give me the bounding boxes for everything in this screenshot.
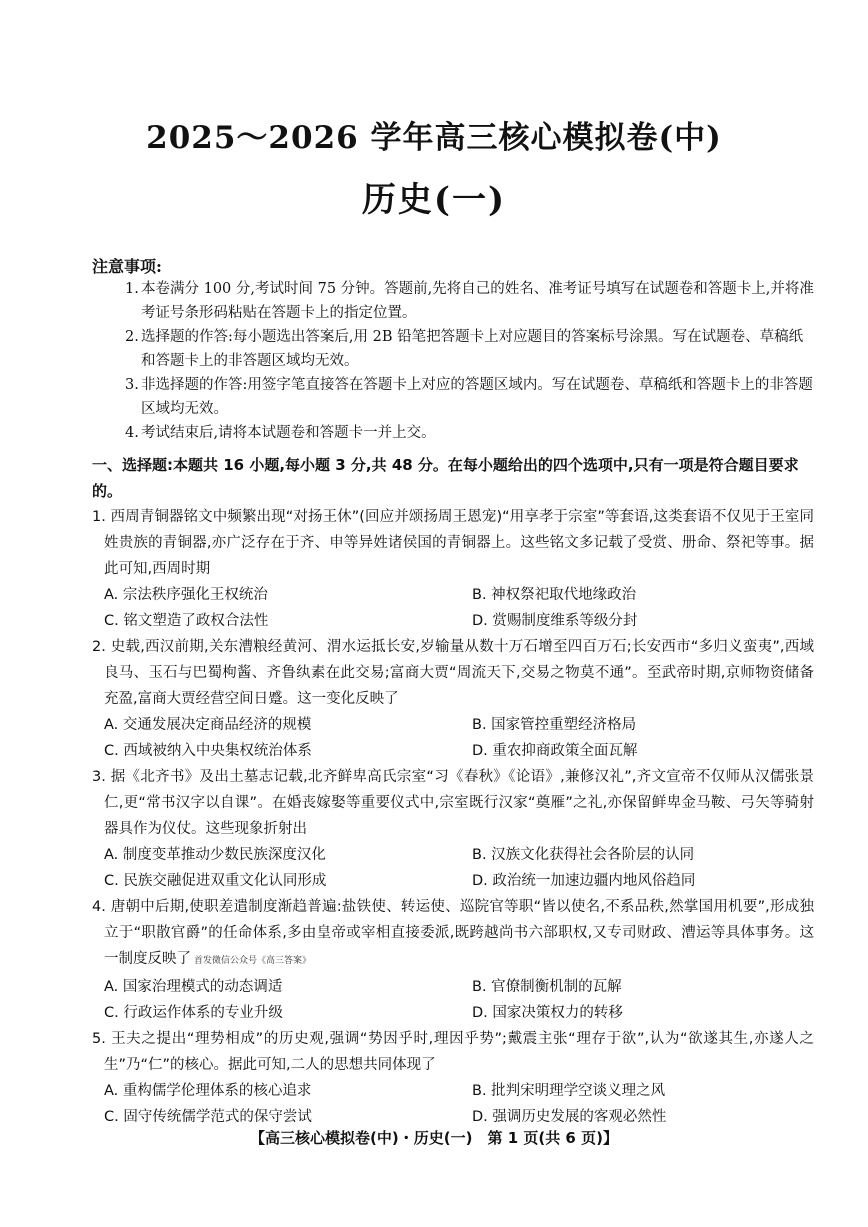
question-stem: 3. 据《北齐书》及出土墓志记载,北齐鲜卑高氏宗室“习《春秋》《论语》,兼修汉礼”,齐文宣帝不仅师从汉儒张景仁,更“常书汉字以自课”。在婚丧嫁娶等重要仪式中,宗室既行汉家“奠雁”之礼,亦保留鲜卑金马鞍、弓矢等骑射器具作为仪仗。这些现象折射出 [92, 769, 814, 837]
option-d: D. 赏赐制度维系等级分封 [472, 613, 638, 629]
note-text: 非选择题的作答:用签字笔直接答在答题卡上对应的答题区域内。写在试题卷、草稿纸和答题卡上的非答题区域均无效。 [141, 377, 813, 417]
question-2 [92, 634, 814, 764]
question-stem-text: 4. 唐朝中后期,使职差遣制度渐趋普遍:盐铁使、转运使、巡院官等职“皆以使名,不系品秩,然掌国用机要”,形成独立于“职散官爵”的任命体系,多由皇帝或宰相直接委派,既跨越尚书六部职权,又专司财政、漕运等具体事务。这一制度反映了 [92, 899, 814, 967]
note-item [125, 325, 815, 373]
question-list [92, 504, 814, 1130]
option-grid [92, 1078, 814, 1130]
question-1 [92, 504, 814, 634]
note-item [125, 421, 815, 445]
option-grid [92, 712, 814, 764]
section-heading: 一、选择题:本题共 16 小题,每小题 3 分,共 48 分。在每小题给出的四个选项中,只有一项是符合题目要求的。 [92, 456, 799, 500]
option-a: A. 宗法秩序强化王权统治 [104, 587, 268, 603]
note-number: 1. [125, 281, 139, 297]
exam-title: 2025～2026 学年高三核心模拟卷(中) [146, 120, 722, 156]
option-grid [92, 582, 814, 634]
note-number: 4. [125, 425, 139, 441]
page-footer: 【高三核心模拟卷(中)・历史(一) 第 1 页(共 6 页)】 [250, 1129, 618, 1147]
note-item [125, 373, 815, 421]
question-3 [92, 764, 814, 894]
option-d: D. 政治统一加速边疆内地风俗趋同 [472, 873, 696, 889]
notes-heading: 注意事项: [92, 257, 162, 276]
subject-title: 历史(一) [361, 180, 507, 220]
note-item [125, 277, 815, 325]
option-b: B. 批判宋明理学空谈义理之风 [472, 1083, 666, 1099]
question-4 [92, 894, 814, 1026]
notes-list [125, 277, 815, 445]
note-text: 选择题的作答:每小题选出答案后,用 2B 铅笔把答题卡上对应题目的答案标号涂黑。写在试题卷、草稿纸和答题卡上的非答题区域均无效。 [141, 329, 804, 369]
option-b: B. 官僚制衡机制的瓦解 [472, 979, 622, 995]
option-d: D. 重农抑商政策全面瓦解 [472, 743, 638, 759]
question-5 [92, 1026, 814, 1130]
note-number: 3. [125, 377, 139, 393]
option-b: B. 国家管控重塑经济格局 [472, 717, 637, 733]
option-a: A. 重构儒学伦理体系的核心追求 [104, 1083, 312, 1099]
question-stem: 5. 王夫之提出“理势相成”的历史观,强调“势因乎时,理因乎势”;戴震主张“理存于欲”,认为“欲遂其生,亦遂人之生”乃“仁”的核心。据此可知,二人的思想共同体现了 [92, 1031, 814, 1073]
note-text: 本卷满分 100 分,考试时间 75 分钟。答题前,先将自己的姓名、准考证号填写在试题卷和答题卡上,并将准考证号条形码粘贴在答题卡上的指定位置。 [141, 281, 814, 321]
option-c: C. 固守传统儒学范式的保守尝试 [104, 1109, 312, 1125]
option-c: C. 民族交融促进双重文化认同形成 [104, 873, 327, 889]
option-grid [92, 842, 814, 894]
option-a: A. 制度变革推动少数民族深度汉化 [104, 847, 326, 863]
option-grid [92, 974, 814, 1026]
option-c: C. 铭文塑造了政权合法性 [104, 613, 269, 629]
option-b: B. 神权祭祀取代地缘政治 [472, 587, 637, 603]
option-d: D. 国家决策权力的转移 [472, 1005, 623, 1021]
note-number: 2. [125, 329, 139, 345]
question-stem: 2. 史载,西汉前期,关东漕粮经黄河、渭水运抵长安,岁输量从数十万石增至四百万石;长安西市“多归义蛮夷”,西域良马、玉石与巴蜀枸酱、齐鲁纨素在此交易;富商大贾“周流天下,交易之物莫不通”。至武帝时期,京师物资储备充盈,富商大贾经营空间日蹙。这一变化反映了 [92, 639, 814, 707]
question-stem [92, 894, 814, 974]
option-c: C. 西域被纳入中央集权统治体系 [104, 743, 312, 759]
option-d: D. 强调历史发展的客观必然性 [472, 1109, 667, 1125]
watermark-stamp: 首发微信公众号《高三答案》 [194, 956, 312, 966]
option-b: B. 汉族文化获得社会各阶层的认同 [472, 847, 695, 863]
option-a: A. 国家治理模式的动态调适 [104, 979, 283, 995]
option-a: A. 交通发展决定商品经济的规模 [104, 717, 312, 733]
option-c: C. 行政运作体系的专业升级 [104, 1005, 283, 1021]
question-stem: 1. 西周青铜器铭文中频繁出现“对扬王休”(回应并颂扬周王恩宠)“用享孝于宗室”等套语,这类套语不仅见于王室同姓贵族的青铜器,亦广泛存在于齐、申等异姓诸侯国的青铜器上。这些铭文多记载了受赏、册命、祭祀等事。据此可知,西周时期 [92, 509, 814, 577]
note-text: 考试结束后,请将本试题卷和答题卡一并上交。 [141, 425, 436, 441]
